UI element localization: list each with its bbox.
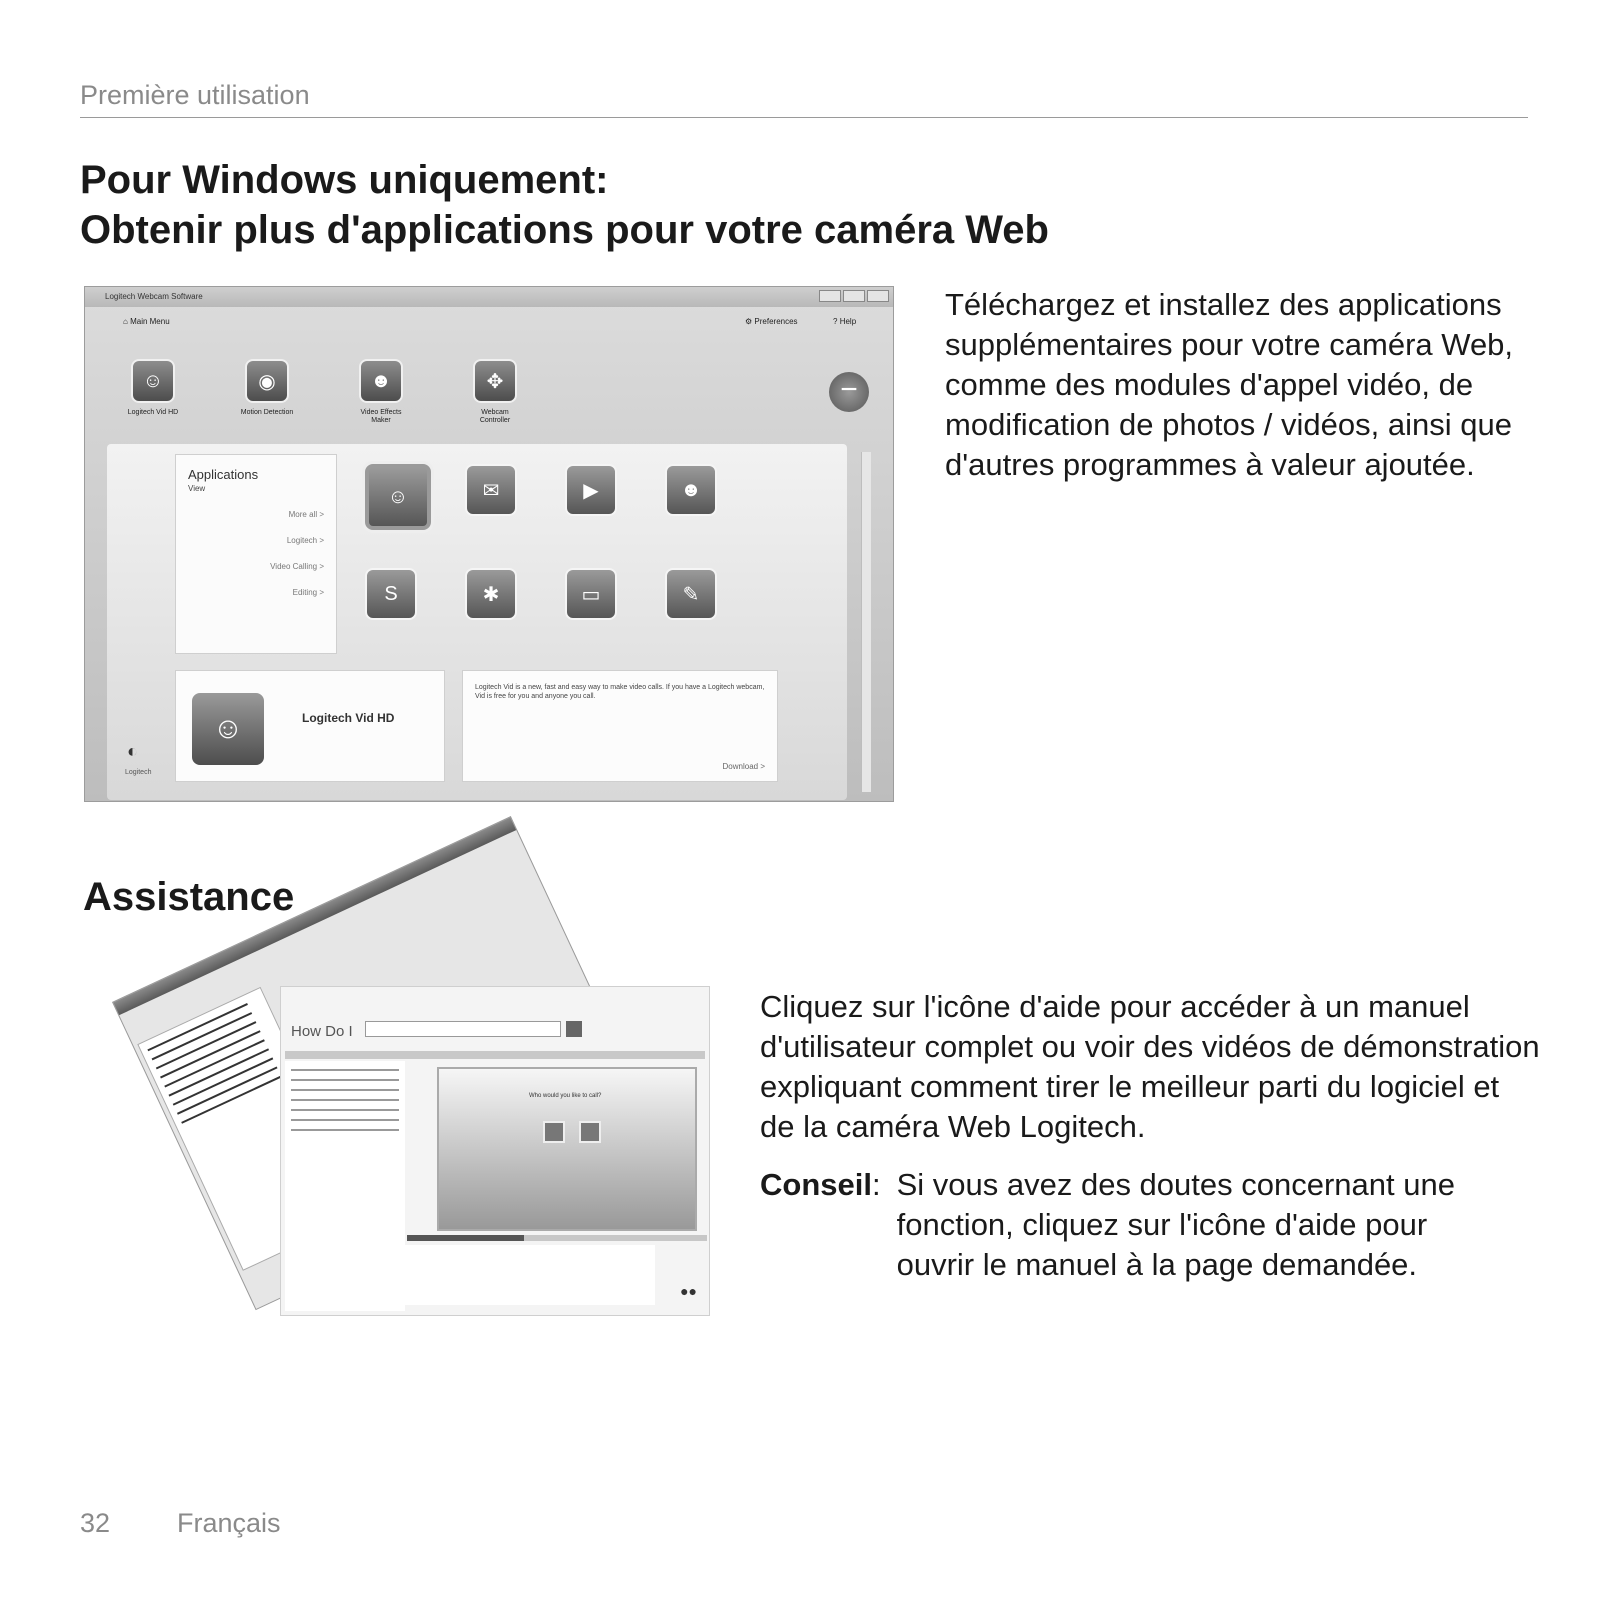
applications-view-label: View	[188, 484, 206, 493]
webcam-software-screenshot	[84, 286, 894, 802]
photo-editor-icon: ✎	[682, 583, 700, 606]
applications-description: Téléchargez et installez des applications supplémentaires pour votre caméra Web, comme des modules d'appel vidéo, de modification de photos / vidéos, ainsi que d'autres programmes à valeur ajoutée.	[945, 287, 1514, 482]
help-search-input[interactable]	[365, 1021, 561, 1037]
tip-label: Conseil	[760, 1167, 872, 1202]
help-icon: ?	[833, 317, 838, 326]
main-menu-link[interactable]: ⌂ Main Menu	[123, 317, 170, 326]
person-icon: ☺	[131, 359, 175, 403]
top-app-bar	[125, 359, 523, 425]
tip-text: Si vous avez des doutes concernant une fonction, cliquez sur l'icône d'aide pour ouvrir le manuel à la page demandée.	[896, 1167, 1455, 1282]
skype-icon: S	[384, 582, 398, 605]
title-line-1: Pour Windows uniquement:	[80, 158, 609, 202]
video-progress-bar[interactable]	[407, 1235, 707, 1241]
featured-app-description: Logitech Vid is a new, fast and easy way to make video calls. If you have a Logitech webcam, Vid is free for you and anyone you call.	[475, 684, 765, 700]
video-call-icon	[543, 1121, 565, 1143]
top-app-motion[interactable]: ◉ Motion Detection	[239, 359, 295, 425]
phone-icon	[579, 1121, 601, 1143]
video-nav-buttons[interactable]: ●●	[680, 1283, 697, 1299]
app-tile-masks[interactable]	[665, 464, 717, 516]
apps-grid	[365, 464, 727, 620]
close-window-button[interactable]	[867, 290, 889, 302]
home-icon: ⌂	[123, 317, 128, 326]
app-tile-crop[interactable]	[565, 568, 617, 620]
top-app-vid[interactable]: ☺ Logitech Vid HD	[125, 359, 181, 425]
window-titlebar	[85, 287, 893, 307]
apps-link-logitech[interactable]: Logitech >	[286, 536, 324, 545]
title-line-2: Obtenir plus d'applications pour votre caméra Web	[80, 208, 1049, 252]
person-icon: ☺	[387, 485, 409, 508]
motion-detection-icon: ◉	[245, 359, 289, 403]
masks-icon: ☻	[359, 359, 403, 403]
applications-box	[175, 454, 337, 654]
scrollbar[interactable]	[861, 452, 871, 792]
masks-icon: ☻	[680, 478, 702, 501]
help-toolbar	[285, 1051, 705, 1059]
video-caption	[405, 1245, 655, 1305]
app-tile-post[interactable]	[465, 464, 517, 516]
post-icon: ✉	[482, 479, 500, 502]
windows-section-title	[80, 155, 1049, 255]
apps-link-video-calling[interactable]: Video Calling >	[270, 562, 324, 571]
movie-camera-icon: ▶	[583, 479, 599, 502]
featured-app-name: Logitech Vid HD	[302, 711, 395, 725]
controller-icon: ✥	[473, 359, 517, 403]
logitech-logo-text: Logitech	[125, 769, 152, 776]
app-tile-vid[interactable]	[365, 464, 431, 530]
support-description: Cliquez sur l'icône d'aide pour accéder à un manuel d'utilisateur complet ou voir des vidéos de démonstration expliquant comment tirer le meilleur parti du logiciel et de la caméra Web Logitech.	[760, 989, 1540, 1144]
logitech-logo-icon: ◐	[127, 741, 138, 761]
minus-button[interactable]: −	[829, 372, 869, 412]
gear-icon: ⚙	[745, 317, 753, 326]
app-tile-video[interactable]	[565, 464, 617, 516]
help-table-of-contents	[285, 1061, 405, 1311]
tip-block	[760, 1165, 1540, 1285]
page-number: 32	[80, 1508, 111, 1538]
applications-panel	[107, 444, 847, 800]
person-icon: ☺	[192, 693, 264, 765]
tip-colon: :	[871, 1167, 881, 1202]
featured-app-card	[175, 670, 445, 782]
window-title: Logitech Webcam Software	[105, 292, 203, 301]
header-rule	[80, 117, 1528, 118]
help-window-front	[280, 986, 710, 1316]
top-app-effects[interactable]: ☻ Video Effects Maker	[353, 359, 409, 425]
featured-app-description-card	[462, 670, 778, 782]
top-app-controller[interactable]: ✥ Webcam Controller	[467, 359, 523, 425]
maximize-window-button[interactable]	[843, 290, 865, 302]
app-tile-messenger[interactable]	[465, 568, 517, 620]
apps-link-all[interactable]: More all >	[288, 510, 324, 519]
demo-video-player[interactable]	[437, 1067, 697, 1231]
help-link[interactable]: ? Help	[833, 317, 857, 326]
how-do-i-label: How Do I	[291, 1023, 353, 1040]
messenger-icon: ✱	[482, 583, 500, 606]
crop-icon: ▭	[581, 583, 601, 606]
support-section-title: Assistance	[83, 875, 295, 919]
apps-link-editing[interactable]: Editing >	[292, 588, 324, 597]
download-link[interactable]: Download >	[722, 762, 765, 771]
video-question: Who would you like to call?	[529, 1093, 602, 1099]
footer-language: Français	[177, 1508, 281, 1538]
app-tile-skype[interactable]	[365, 568, 417, 620]
running-header: Première utilisation	[80, 80, 310, 110]
help-search-button[interactable]	[566, 1021, 582, 1037]
applications-heading: Applications	[188, 467, 259, 482]
minimize-window-button[interactable]	[819, 290, 841, 302]
app-tile-editor[interactable]	[665, 568, 717, 620]
preferences-link[interactable]: ⚙ Preferences	[745, 317, 798, 326]
